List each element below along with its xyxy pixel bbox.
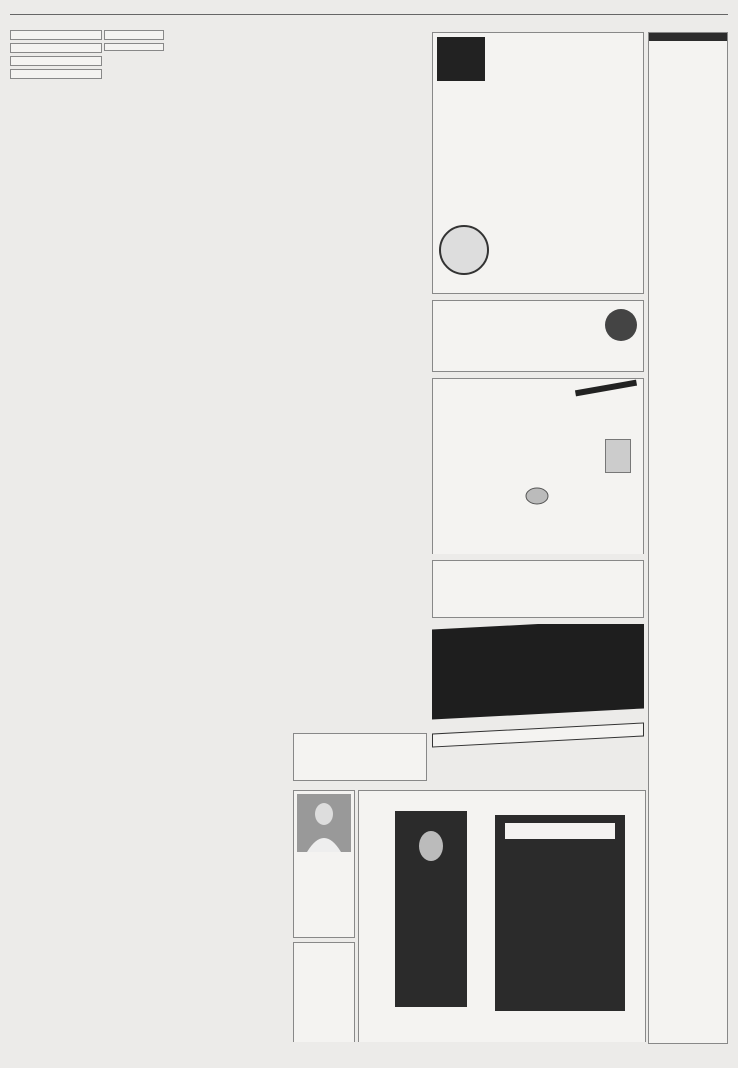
stem-seal-icon xyxy=(439,225,489,275)
krant-line-4 xyxy=(442,637,634,647)
nefit-subsidy-badge xyxy=(575,380,637,397)
notice-col1-1 xyxy=(10,43,102,53)
bos-installatie-ad xyxy=(432,560,644,618)
notice-col1-2 xyxy=(10,56,102,66)
stem-logo xyxy=(437,37,485,81)
trouwt-ad xyxy=(104,43,164,51)
klein-ad-wrap xyxy=(358,790,646,1042)
vergader-varia-column xyxy=(648,32,728,1044)
over-telefonisch-ad xyxy=(293,942,355,1042)
stem-der-martelaren-ad xyxy=(432,32,644,294)
krant-mirror-2 xyxy=(443,730,633,740)
boekhoud-ad-wrap xyxy=(293,733,427,783)
nefit-ad xyxy=(432,378,644,554)
woman-photo-icon xyxy=(395,811,467,1007)
klein-dark-panel xyxy=(495,815,625,1011)
coin-icon xyxy=(525,487,549,505)
modehuis-ad xyxy=(293,790,355,938)
grafmonumenten-ad xyxy=(432,300,644,372)
header-rule xyxy=(10,14,728,15)
notice-col1-3 xyxy=(10,69,102,79)
krant-line-3 xyxy=(442,637,634,647)
boekhoud-ad xyxy=(293,733,427,781)
krant-line-2 xyxy=(442,637,634,647)
over-ad-wrap xyxy=(293,942,355,1042)
column-2 xyxy=(166,30,290,1060)
birth-notice-jacob xyxy=(104,30,164,40)
notice-col1-0 xyxy=(10,30,102,40)
krant-ad-light xyxy=(432,722,644,747)
modehuis-ad-wrap xyxy=(293,790,355,940)
nefit-ad-wrap xyxy=(432,378,644,554)
vergader-varia-title xyxy=(649,33,727,41)
kleins-kleding-ad xyxy=(358,790,646,1042)
bos-ad-wrap xyxy=(432,560,644,618)
stem-ad-wrap xyxy=(432,32,644,294)
krant-mirror-1 xyxy=(443,730,633,740)
bride-photo-icon xyxy=(297,794,351,852)
krant-ad-wrap xyxy=(432,624,644,784)
krant-ad-dark xyxy=(432,624,644,720)
column-3 xyxy=(293,30,427,730)
column-2-narrow xyxy=(104,30,164,270)
graf-ad-wrap xyxy=(432,300,644,372)
boiler-icon xyxy=(605,439,631,473)
krant-line-1 xyxy=(442,637,634,647)
column-1 xyxy=(10,30,102,1060)
graf-logo-icon xyxy=(605,309,637,341)
